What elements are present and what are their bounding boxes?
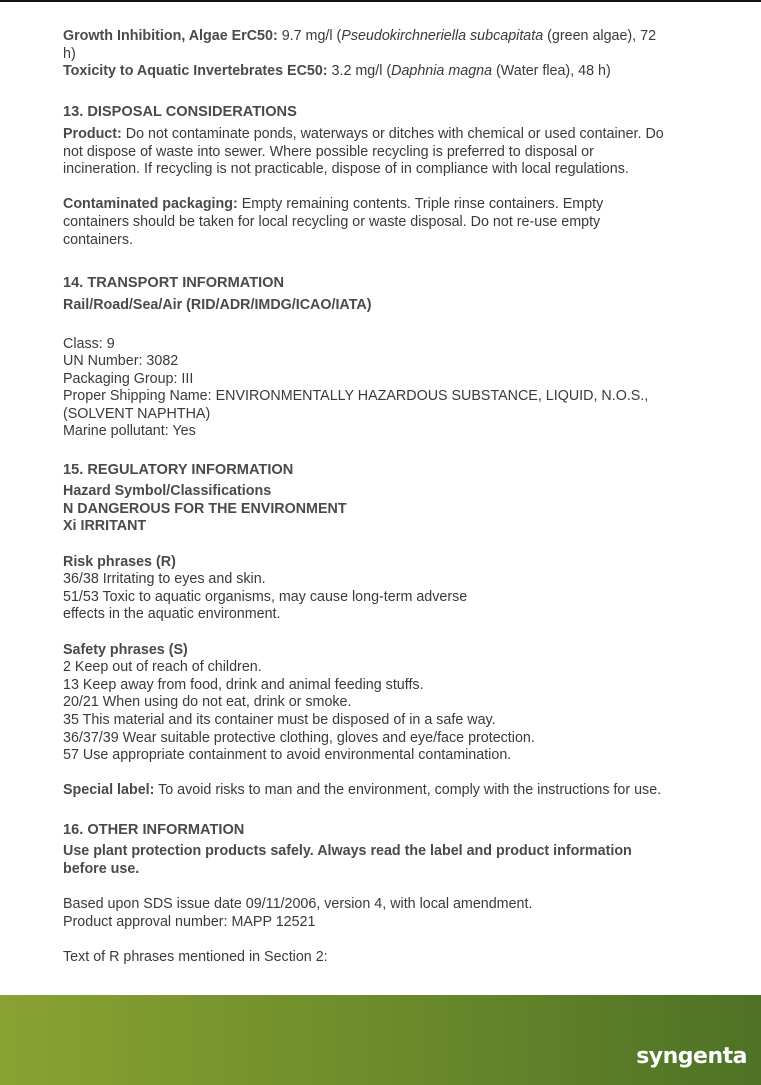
- shipping-name: Proper Shipping Name: ENVIRONMENTALLY HAZARDOUS SUBSTANCE, LIQUID, N.O.S.,: [63, 388, 649, 405]
- un-number: UN Number: 3082: [63, 353, 179, 370]
- safety-phrases-title: Safety phrases (S): [63, 641, 188, 658]
- hazard-symbol-title: Hazard Symbol/Classifications: [63, 483, 272, 500]
- disposal-product-line2: not dispose of waste into sewer. Where possible recycling is preferred to disposal or: [63, 143, 594, 160]
- disposal-packaging: Contaminated packaging: Empty remaining contents. Triple rinse containers. Empty: [63, 196, 604, 213]
- disposal-product: Product: Do not contaminate ponds, waterways or ditches with chemical or used container. Do: [63, 125, 664, 142]
- algae-toxicity-cont: h): [63, 45, 76, 62]
- safety-phrase: 36/37/39 Wear suitable protective clothing, gloves and eye/face protection.: [63, 729, 535, 746]
- transport-modes: Rail/Road/Sea/Air (RID/ADR/IMDG/ICAO/IATA): [63, 297, 372, 314]
- section-15-heading: 15. REGULATORY INFORMATION: [63, 461, 294, 478]
- section-14-heading: 14. TRANSPORT INFORMATION: [63, 274, 285, 291]
- sds-basis: Based upon SDS issue date 09/11/2006, version 4, with local amendment.: [63, 895, 533, 912]
- top-rule: [0, 0, 761, 2]
- risk-phrase: 51/53 Toxic to aquatic organisms, may cause long-term adverse: [63, 588, 468, 605]
- safety-note-cont: before use.: [63, 860, 140, 877]
- hazard-xi: Xi IRRITANT: [63, 518, 147, 535]
- shipping-name-cont: (SOLVENT NAPHTHA): [63, 405, 211, 422]
- footer-band: [0, 995, 761, 1085]
- section-16-heading: 16. OTHER INFORMATION: [63, 821, 245, 838]
- syngenta-logo: syngenta: [636, 1044, 747, 1069]
- safety-phrase: 20/21 When using do not eat, drink or smoke.: [63, 694, 352, 711]
- safety-phrase: 13 Keep away from food, drink and animal feeding stuffs.: [63, 676, 424, 693]
- disposal-packaging-line2: containers should be taken for local recycling or waste disposal. Do not re-use empty: [63, 213, 601, 230]
- safety-phrase: 35 This material and its container must be disposed of in a safe way.: [63, 711, 496, 728]
- special-label: Special label: To avoid risks to man and the environment, comply with the instructions for use.: [63, 782, 662, 799]
- marine-pollutant: Marine pollutant: Yes: [63, 423, 196, 440]
- disposal-packaging-line3: containers.: [63, 231, 133, 248]
- r-phrases-note: Text of R phrases mentioned in Section 2:: [63, 948, 328, 965]
- invertebrate-toxicity-line: Toxicity to Aquatic Invertebrates EC50: 3.2 mg/l (Daphnia magna (Water flea), 48 h): [63, 63, 611, 80]
- approval-number: Product approval number: MAPP 12521: [63, 913, 316, 930]
- section-13-heading: 13. DISPOSAL CONSIDERATIONS: [63, 104, 297, 121]
- risk-phrases-title: Risk phrases (R): [63, 553, 176, 570]
- safety-phrase: 2 Keep out of reach of children.: [63, 659, 262, 676]
- hazard-n: N DANGEROUS FOR THE ENVIRONMENT: [63, 500, 347, 517]
- risk-phrase-cont: effects in the aquatic environment.: [63, 606, 281, 623]
- safety-note: Use plant protection products safely. Always read the label and product information: [63, 843, 632, 860]
- document-body: [63, 28, 713, 966]
- safety-phrase: 57 Use appropriate containment to avoid environmental contamination.: [63, 747, 512, 764]
- packaging-group: Packaging Group: III: [63, 370, 194, 387]
- algae-toxicity-line: Growth Inhibition, Algae ErC50: 9.7 mg/l (Pseudokirchneriella subcapitata (green algae), 72: [63, 28, 657, 44]
- transport-class: Class: 9: [63, 335, 115, 352]
- risk-phrase: 36/38 Irritating to eyes and skin.: [63, 571, 266, 588]
- disposal-product-line3: incineration. If recycling is not practicable, dispose of in compliance with local regulations.: [63, 161, 629, 178]
